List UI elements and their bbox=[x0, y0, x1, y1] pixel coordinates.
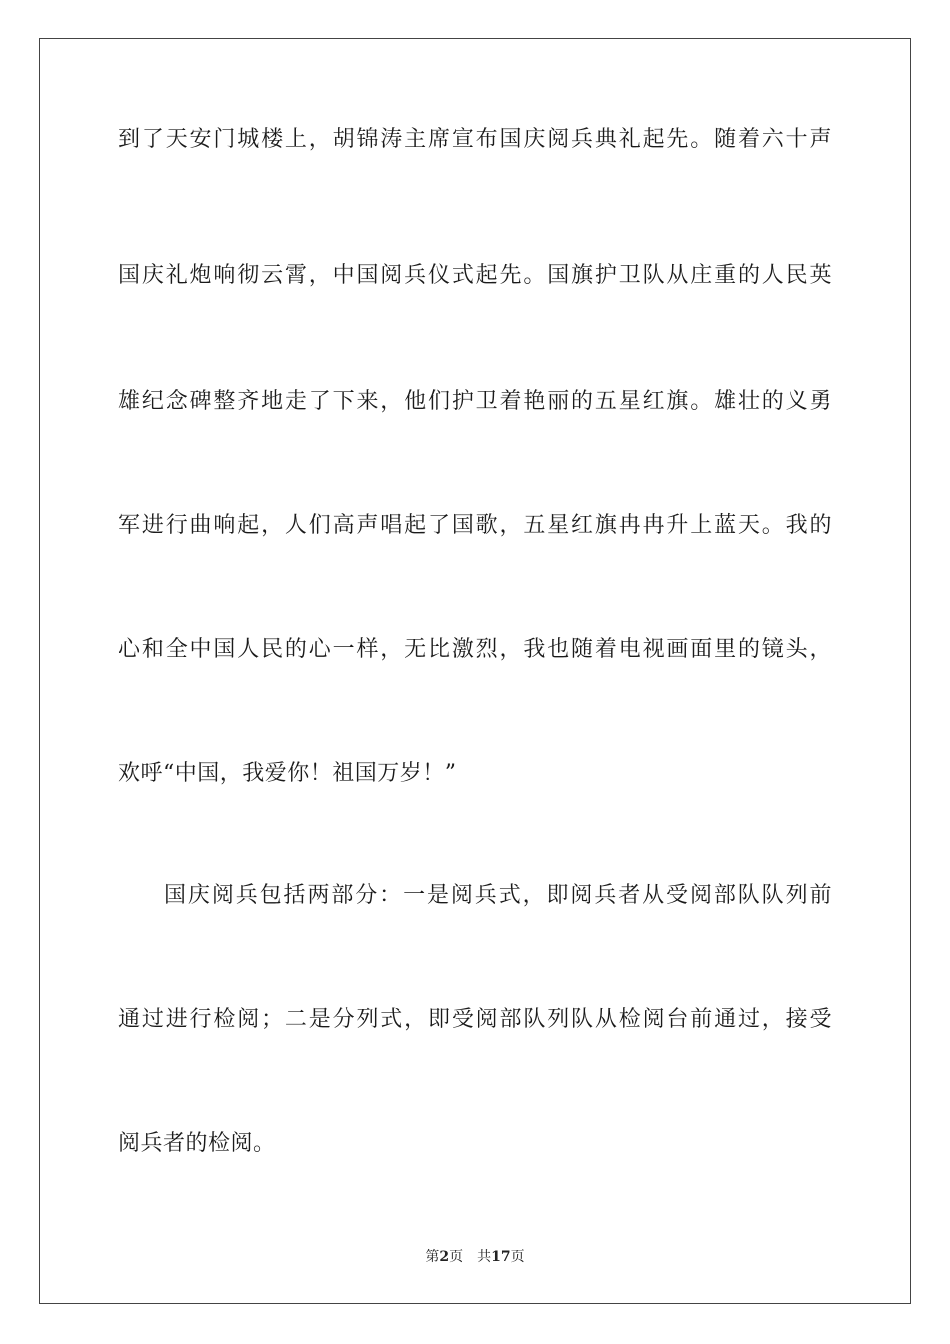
page-footer bbox=[0, 1248, 950, 1266]
text-line-1: 到了天安门城楼上，胡锦涛主席宣布国庆阅兵典礼起先。随着六十声 bbox=[118, 127, 832, 152]
total-pages: 17 bbox=[491, 1249, 511, 1265]
paragraph-2-line-1: 国庆阅兵包括两部分：一是阅兵式，即阅兵者从受阅部队队列前 bbox=[164, 883, 832, 908]
text-line-3: 雄纪念碑整齐地走了下来，他们护卫着艳丽的五星红旗。雄壮的义勇 bbox=[118, 389, 832, 414]
text-line-5: 心和全中国人民的心一样，无比激烈，我也随着电视画面里的镜头， bbox=[118, 637, 832, 662]
text-line-4: 军进行曲响起，人们高声唱起了国歌，五星红旗冉冉升上蓝天。我的 bbox=[118, 513, 832, 538]
total-suffix: 页 bbox=[510, 1249, 525, 1265]
text-line-6: 欢呼“中国，我爱你！祖国万岁！” bbox=[118, 761, 457, 786]
paragraph-2-line-3: 阅兵者的检阅。 bbox=[118, 1131, 276, 1156]
page-frame bbox=[39, 38, 911, 1304]
page-number: 2 bbox=[439, 1249, 450, 1265]
page-suffix: 页 bbox=[449, 1249, 464, 1265]
total-prefix: 共 bbox=[477, 1249, 492, 1265]
text-line-2: 国庆礼炮响彻云霄，中国阅兵仪式起先。国旗护卫队从庄重的人民英 bbox=[118, 263, 832, 288]
page-prefix: 第 bbox=[425, 1249, 440, 1265]
paragraph-2-line-2: 通过进行检阅；二是分列式，即受阅部队列队从检阅台前通过，接受 bbox=[118, 1007, 832, 1032]
